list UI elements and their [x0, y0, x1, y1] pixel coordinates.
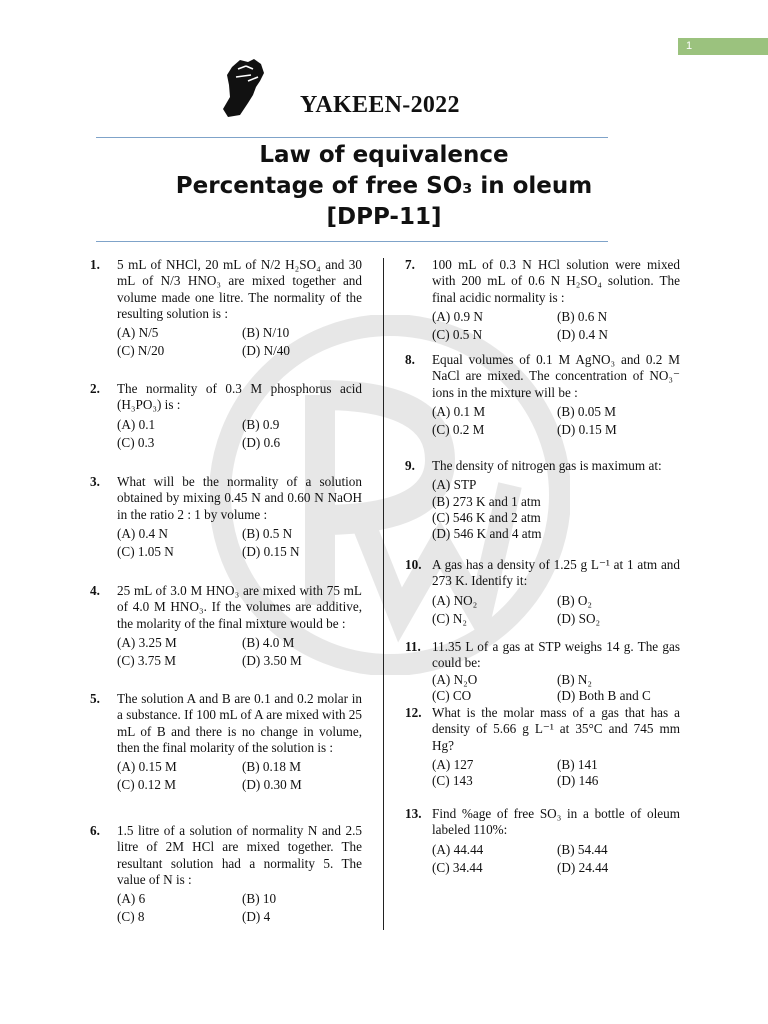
- option: (B) 54.44: [557, 841, 608, 857]
- question-number: 11.: [405, 639, 421, 654]
- option: (A) 0.1 M: [432, 403, 486, 419]
- question-text: The density of nitrogen gas is maximum at:: [432, 458, 662, 473]
- question-1: [90, 257, 362, 360]
- option: (D) SO₂: [557, 610, 601, 626]
- options: [117, 891, 362, 926]
- question-number: 4.: [90, 583, 100, 598]
- question-8: [405, 352, 680, 438]
- question-9: [405, 458, 680, 542]
- column-divider: [383, 258, 384, 930]
- option: (C) CO: [432, 687, 472, 703]
- title-line-3: [DPP-11]: [326, 204, 442, 230]
- options: [432, 757, 680, 790]
- option: (A) 3.25 M: [117, 634, 177, 650]
- title-line-1: Law of equivalence: [259, 142, 509, 168]
- option: (B) 0.05 M: [557, 403, 616, 419]
- options: [432, 309, 680, 344]
- options: [117, 635, 362, 670]
- options: [117, 759, 362, 794]
- option: (C) 8: [117, 909, 145, 925]
- question-number: 12.: [405, 705, 422, 720]
- question-text: 1.5 litre of a solution of normality N and 2.5 litre of 2M HCl are mixed together. The resultant solution had a normality 5. The value of N is :: [117, 823, 362, 887]
- option: (C) N₂: [432, 610, 467, 626]
- title-line-2: Percentage of free SO₃ in oleum: [175, 173, 593, 199]
- question-7: [405, 257, 680, 343]
- raised-fist-logo: [220, 57, 270, 119]
- option: (C) 0.5 N: [432, 327, 483, 343]
- question-13: [405, 806, 680, 876]
- question-11: [405, 639, 680, 704]
- option: (B) N/10: [242, 325, 290, 341]
- options: [432, 477, 680, 542]
- option: (B) N₂: [557, 671, 592, 687]
- question-6: [90, 823, 362, 926]
- question-number: 1.: [90, 257, 100, 272]
- option: (C) 0.2 M: [432, 422, 485, 438]
- question-text: 5 mL of NHCl, 20 mL of N/2 H₂SO₄ and 30 mL of N/3 HNO₃ are mixed together and volume made one litre. The normality of the resulting solution is :: [117, 257, 362, 321]
- option: (D) Both B and C: [557, 687, 651, 703]
- option: (A) 6: [117, 891, 146, 907]
- document-title: [96, 140, 672, 233]
- question-4: [90, 583, 362, 669]
- option: (B) O₂: [557, 592, 592, 608]
- option: (A) 44.44: [432, 841, 484, 857]
- option: (B) 10: [242, 891, 277, 907]
- options: [117, 325, 362, 360]
- option: (A) 0.15 M: [117, 759, 177, 775]
- question-text: Equal volumes of 0.1 M AgNO₃ and 0.2 M NaCl are mixed. The concentration of NO₃⁻ ions in the mixture will be :: [432, 352, 680, 400]
- question-text: 11.35 L of a gas at STP weighs 14 g. The gas could be:: [432, 639, 680, 671]
- question-number: 6.: [90, 823, 100, 838]
- option: (B) 4.0 M: [242, 634, 295, 650]
- page-number-badge: 1: [678, 38, 768, 55]
- option: (D) 146: [557, 773, 599, 789]
- question-number: 8.: [405, 352, 415, 367]
- option: (C) 0.12 M: [117, 777, 176, 793]
- options: [117, 526, 362, 561]
- brand-title: YAKEEN-2022: [300, 92, 460, 118]
- bottom-rule: [96, 241, 608, 242]
- option: (C) 546 K and 2 atm: [432, 509, 541, 525]
- option: (D) 546 K and 4 atm: [432, 526, 542, 542]
- option: (B) 0.6 N: [557, 308, 608, 324]
- option: (A) 127: [432, 756, 474, 772]
- question-number: 3.: [90, 474, 100, 489]
- options: [432, 404, 680, 439]
- option: (A) 0.9 N: [432, 308, 483, 324]
- question-2: [90, 381, 362, 451]
- option: (D) 24.44: [557, 859, 609, 875]
- question-text: 25 mL of 3.0 M HNO₃ are mixed with 75 mL of 4.0 M HNO₃. If the volumes are additive, the molarity of the final mixture would be :: [117, 583, 362, 631]
- question-number: 5.: [90, 691, 100, 706]
- option: (A) 0.1: [117, 416, 156, 432]
- option: (D) 0.4 N: [557, 327, 608, 343]
- option: (C) N/20: [117, 343, 165, 359]
- option: (B) 0.9: [242, 416, 280, 432]
- question-text: Find %age of free SO₃ in a bottle of oleum labeled 110%:: [432, 806, 680, 838]
- option: (D) 0.30 M: [242, 777, 302, 793]
- option: (B) 0.5 N: [242, 525, 293, 541]
- question-3: [90, 474, 362, 560]
- top-rule: [96, 137, 608, 138]
- options: [117, 417, 362, 452]
- options: [432, 672, 680, 705]
- option: (D) 0.15 M: [557, 422, 617, 438]
- question-number: 7.: [405, 257, 415, 272]
- question-12: [405, 705, 680, 789]
- option: (C) 143: [432, 773, 473, 789]
- option: (C) 3.75 M: [117, 653, 176, 669]
- option: (C) 0.3: [117, 434, 155, 450]
- question-text: A gas has a density of 1.25 g L⁻¹ at 1 atm and 273 K. Identify it:: [432, 557, 680, 589]
- option: (C) 34.44: [432, 859, 483, 875]
- option: (A) N/5: [117, 325, 159, 341]
- question-text: What is the molar mass of a gas that has a density of 5.66 g L⁻¹ at 35°C and 745 mm Hg?: [432, 705, 680, 753]
- option: (C) 1.05 N: [117, 544, 174, 560]
- options: [432, 593, 680, 628]
- options: [432, 842, 680, 877]
- question-text: The solution A and B are 0.1 and 0.2 molar in a substance. If 100 mL of A are mixed with 25 mL of B and there is no change in volume, then the final molarity of the solution is :: [117, 691, 362, 755]
- question-number: 2.: [90, 381, 100, 396]
- option: (B) 273 K and 1 atm: [432, 493, 541, 509]
- option: (D) 3.50 M: [242, 653, 302, 669]
- option: (A) 0.4 N: [117, 525, 168, 541]
- option: (D) 0.6: [242, 434, 281, 450]
- option: (A) NO₂: [432, 592, 478, 608]
- option: (B) 141: [557, 756, 598, 772]
- question-text: 100 mL of 0.3 N HCl solution were mixed with 200 mL of 0.6 N H₂SO₄ solution. The final acidic normality is :: [432, 257, 680, 305]
- option: (B) 0.18 M: [242, 759, 301, 775]
- question-number: 13.: [405, 806, 422, 821]
- question-number: 9.: [405, 458, 415, 473]
- question-10: [405, 557, 680, 627]
- option: (A) STP: [432, 477, 477, 493]
- question-text: What will be the normality of a solution obtained by mixing 0.45 N and 0.60 N NaOH in the ratio 2 : 1 by volume :: [117, 474, 362, 522]
- question-number: 10.: [405, 557, 422, 572]
- question-5: [90, 691, 362, 794]
- option: (D) 0.15 N: [242, 544, 300, 560]
- option: (D) 4: [242, 909, 271, 925]
- option: (D) N/40: [242, 343, 290, 359]
- question-text: The normality of 0.3 M phosphorus acid (H₃PO₃) is :: [117, 381, 362, 413]
- option: (A) N₂O: [432, 671, 478, 687]
